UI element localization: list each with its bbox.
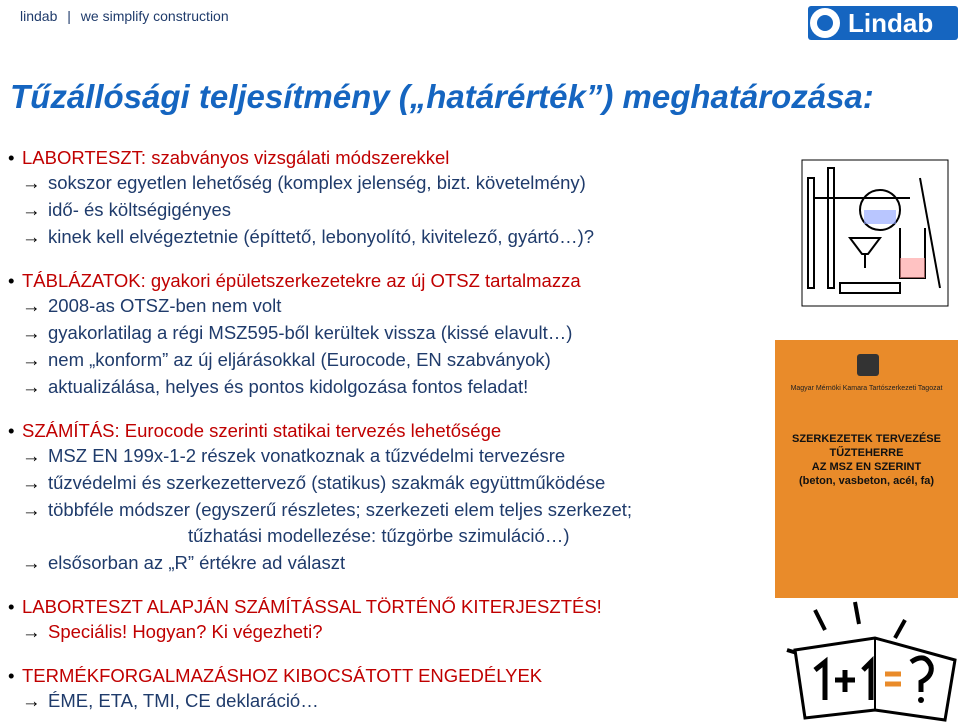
sub-item-text: sokszor egyetlen lehetőség (komplex jelenség, bizt. követelmény) <box>48 172 586 193</box>
sub-item <box>8 292 768 319</box>
sub-item <box>8 346 768 373</box>
arrow-icon: → <box>22 199 41 220</box>
sub-item <box>8 373 768 400</box>
header-bar <box>20 8 229 24</box>
sub-item-text: aktualizálása, helyes és pontos kidolgozása fontos feladat! <box>48 376 529 397</box>
book-title-line: (beton, vasbeton, acél, fa) <box>798 475 935 487</box>
arrow-icon: → <box>22 499 41 520</box>
sub-item <box>8 549 768 576</box>
bullet-laborteszt: • LABORTESZT: szabványos vizsgálati módszerekkel <box>8 147 768 169</box>
sub-item-text: nem „konform” az új eljárásokkal (Eurocode, EN szabványok) <box>48 349 551 370</box>
book-title-line: TŰZTEHERRE <box>829 447 904 459</box>
brand-name: lindab <box>20 8 58 24</box>
sub-item-text: 2008-as OTSZ-ben nem volt <box>48 295 282 316</box>
arrow-icon: → <box>22 349 41 370</box>
bullet-kiterjesztes: • LABORTESZT ALAPJÁN SZÁMÍTÁSSAL TÖRTÉNŐ KITERJESZTÉS! <box>8 596 768 618</box>
sub-item <box>8 442 768 469</box>
sub-item <box>8 223 768 250</box>
lindab-logo <box>808 6 958 40</box>
sub-item-text: kinek kell elvégeztetnie (építtető, lebonyolító, kivitelező, gyártó…)? <box>48 226 595 247</box>
sub-item <box>8 618 768 645</box>
logo-wordmark: Lindab <box>848 8 934 38</box>
arrow-icon: → <box>22 552 41 573</box>
book-title-line: AZ MSZ EN SZERINT <box>811 461 922 473</box>
sub-item <box>8 469 768 496</box>
lab-glassware-illustration <box>800 158 950 308</box>
sub-item-text: tűzvédelmi és szerkezettervező (statikus) szakmák együttműködése <box>48 472 606 493</box>
content-list <box>8 147 768 714</box>
sub-item-text: Speciális! Hogyan? Ki végezheti? <box>48 621 323 642</box>
sub-item-text: többféle módszer (egyszerű részletes; szerkezeti elem teljes szerkezet; <box>48 499 633 520</box>
bullet-engedelyek: • TERMÉKFORGALMAZÁSHOZ KIBOCSÁTOTT ENGEDÉLYEK <box>8 665 768 687</box>
arrow-icon: → <box>22 295 41 316</box>
sub-item-text: ÉME, ETA, TMI, CE deklaráció… <box>48 690 319 711</box>
sub-item <box>8 496 768 523</box>
book-emblem-icon <box>857 354 879 376</box>
page-title: Tűzállósági teljesítmény („határérték”) meghatározása: <box>10 78 874 115</box>
bullet-tablazatok: • TÁBLÁZATOK: gyakori épületszerkezetekre az új OTSZ tartalmazza <box>8 270 768 292</box>
sub-item-text: idő- és költségigényes <box>48 199 232 220</box>
arrow-icon: → <box>22 376 41 397</box>
arrow-icon: → <box>22 621 41 642</box>
header-separator: | <box>67 8 71 24</box>
sub-item <box>8 687 768 714</box>
arrow-icon: → <box>22 445 41 466</box>
sub-item-text: elsősorban az „R” értékre ad választ <box>48 552 346 573</box>
sub-item <box>8 319 768 346</box>
sub-item <box>8 169 768 196</box>
logo-emblem-icon <box>810 8 840 38</box>
sub-item-text: gyakorlatilag a régi MSZ595-ből kerültek vissza (kissé elavult…) <box>48 322 573 343</box>
arrow-icon: → <box>22 690 41 711</box>
sub-item-continuation: tűzhatási modellezése: tűzgörbe szimuláció…) <box>188 525 570 546</box>
arrow-icon: → <box>22 472 41 493</box>
arrow-icon: → <box>22 226 41 247</box>
arrow-icon: → <box>22 322 41 343</box>
book-cover <box>775 340 958 598</box>
brand-tagline: we simplify construction <box>80 8 229 24</box>
book-title <box>781 432 952 488</box>
book-title-line: SZERKEZETEK TERVEZÉSE <box>792 433 941 445</box>
sub-item <box>8 196 768 223</box>
sub-item-text: MSZ EN 199x-1-2 részek vonatkoznak a tűzvédelmi tervezésre <box>48 445 566 466</box>
bullet-szamitas: • SZÁMÍTÁS: Eurocode szerinti statikai tervezés lehetősége <box>8 420 768 442</box>
book-publisher: Magyar Mérnöki Kamara Tartószerkezeti Tagozat <box>790 385 943 392</box>
arrow-icon: → <box>22 172 41 193</box>
math-book-illustration <box>785 600 957 725</box>
